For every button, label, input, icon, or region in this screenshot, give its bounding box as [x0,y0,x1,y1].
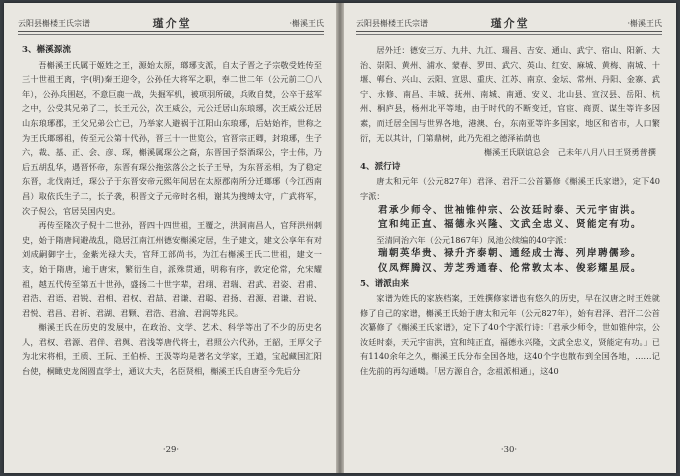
page-number: ·29· [162,445,180,455]
header-hall-name: 瑾介堂 [490,17,530,30]
paragraph: 槲溪王氏在历史的发展中，在政治、文学、艺术、科学等出了不少的历史名人，君权、君源、君伴、君舆、君浅等唐代将士，君照公六代孙，王韶，王厚父子为北宋将相，王质、王阮、王伯桥、王汲等均是著名文学家，王遒，宝起藏国汇阳台使，桐瞰史龙阁圆直学士，通议大夫，名臣贤相，槲溪王氏自唐至今先后分 [22,322,322,377]
page-body [360,43,660,379]
paragraph: 再传至隆次子倪十二世孙，晋四十四世祖，王覆之，洪洞南昌人，官拜洪州刺史，始于隋唐间避战乱，隐居江南江州德安槲溪定居，生子建文，建文公享年有对刘成嗣御字士，金紫光禄大夫，官拜工部尚书，为江右槲溪王氏二世祖，建文一支，始于隋唐，逾于唐宋，繁衍生自，派殊贯通，明称有序，敦定伦常，允宋耀祖，越五代传至第五十世孙，盛扬二十世字辈，君翊、君瑞、君武、君姿、君甫、君浩、君语、君锐、君相、君权、君喆、君谦、君聪、君扬、君源、君谦、君说、君悦、君昌、君祈、君湖、君颗、君浩、君渝、君润等兆民。 [22,220,322,318]
section-heading: 4、派行诗 [360,161,401,172]
page-number: ·30· [500,445,518,455]
page-body [22,43,322,379]
section-heading: 3、槲溪源流 [22,45,71,55]
header-book-title: 云阳县槲楼王氏宗谱 [356,19,428,28]
poem-line: 宜和纯正直、福德永兴隆、文武全忠义、贤能定有功。 [377,219,642,231]
paragraph: 唐太和元年（公元827年）君泽、君汗二公首纂修《槲溪王氏家谱》，定下40字派： [360,176,660,201]
page-header [18,15,324,32]
paragraph: 家谱为姓氏的家族档案，王姓撰修家谱也有悠久的历史，早在汉唐之时王姓就修了自己的家谱，槲溪王氏始于唐太和元年（公元827年），始有君泽、君汗二公首次纂修了《槲溪王氏家谱》，定下了40个字派行诗：「君承少师令，世如锥仲宗，公汝廷时泰，天元宇宙洪，宜和纯正直，福德永兴隆，文武全忠义，贤能定有功。」已有1140余年之久，槲溪王氏分布全国各地，这40个字也散布到全国各地，……记住先前的再勾通噶。「居方源自合，念祖派相通」，这40 [360,293,660,377]
header-hall-name: 瑾介堂 [152,17,192,30]
signature: 槲溪王氏联谊总会 己未年八月八日王贤勇普撰 [484,147,656,158]
book-spread [4,3,676,473]
header-clan-name: ·槲溪王氏 [627,19,662,28]
right-page [342,3,676,473]
left-page [4,3,338,473]
section-heading: 5、谱派由来 [360,278,409,289]
paragraph: 至清同治六年（公元1867年）凤池公续编的40字派： [376,234,572,245]
poem-line: 仪凤辉腾汉、芳芝秀通春、伦常敦太本、俊彩耀星辰。 [377,262,642,274]
poem-line: 君承少师令、世袖锥仲宗、公汝廷时泰、天元宇宙洪。 [377,204,642,216]
paragraph: 居外迁：德安三万、九井、九江、瑞昌、吉安、通山、武宁、宿山、阳新、大治、崇阳、黄州、浦水、蒙春、罗田、武穴、英山、红安、麻城、黄梅、南城、十堰、郸台、兴山、云阳、宣思、重庆、江苏、南京、金坛、常州、丹阳、金寨、武宁、永修、南昌、丰城、抚州、南城、南通、安义、北山县、宣汉县、岳阳、杭州、桐庐县，杨州北平等地，由于时代的不断变迁，官宦、商贾、谋生等许多因素，而迁居全国与世界各地，港澳、台，东南亚等许多国家，地区和省市，人口繁衍，无以其计，门第鼎树，此乃先祖之德泽祐荫也 [360,45,660,143]
poem-line: 瑞朝英华贵、禄升齐泰朝、通经成士海、列岸聘儒珍。 [377,248,642,260]
paragraph: 吾槲溪王氏属于姬姓之王，源始太原，瑯琊支派，自太子晋之子宗敬受姓传至三十世祖王离，字(明)秦王迎令，公孙任大将军之职，奉二世二年（公元前二〇八年），公孙兵围赵，不意巨鹿一战，失掘军机，被项羽所破，兵败自焚，公卒于兹军之中，公受其兄弟了二，长王元公，次王威公，元公迁居山东琅琊，次王威公迁居山东琅琊郡，王父兄弟公亡已，乃举家人避祸于江阳山东琅琊，后姑始祚，世称之为王氏瑯琊祖，传至元公第十代孙，晋三十一世览公，官晋宗正卿，封琅琊，生子六，裁、基、正、会、彦、琛，槲溪属琛公之裔，东晋国子祭酒琛公，字士伟，乃后五胡乱华，遇晋怀帝，东晋有琛公拖弦落公之长子王导，为东晋丞相，为了稳定东晋，北伐南迁，琛公子于东晋安帝元熙年间居在太原郡南所分迁瑯琊（今江西南昌）取依氏生子二，长子袭，积晋文子元帝时名相，谢其为搜缚太守，广武将军，次子倪公，官居吴国内史。 [22,59,322,216]
header-book-title: 云阳县槲楼王氏宗谱 [18,19,90,28]
page-header [356,15,662,32]
header-clan-name: ·槲溪王氏 [289,19,324,28]
